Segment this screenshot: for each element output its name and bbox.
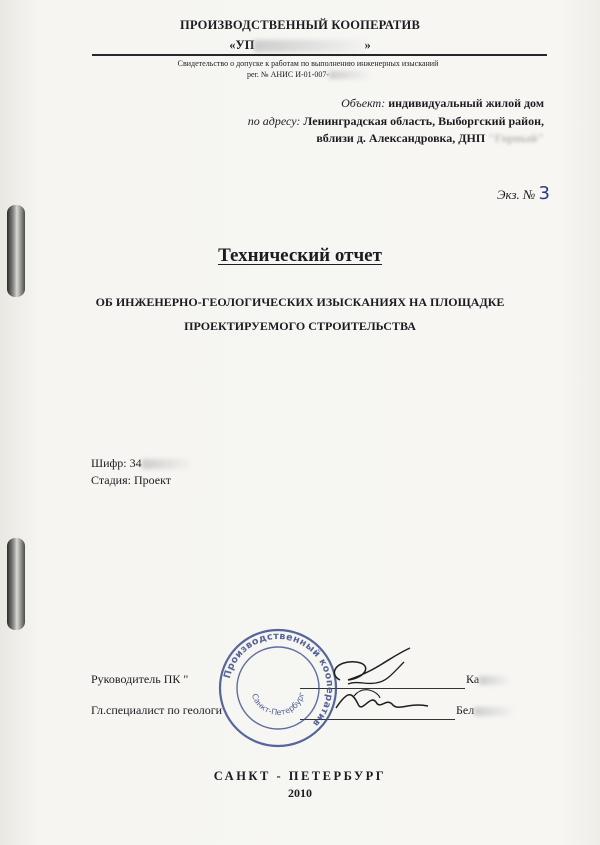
report-subtitle: ОБ ИНЖЕНЕРНО-ГЕОЛОГИЧЕСКИХ ИЗЫСКАНИЯХ НА ПЛОЩАДКЕ ПРОЕКТИРУЕМОГО СТРОИТЕЛЬСТВА bbox=[95, 295, 505, 333]
stage: Стадия: Проект bbox=[91, 473, 171, 487]
report-title: Технический отчет bbox=[218, 245, 382, 266]
license-registration: рег. № АНИС И-01-007- bbox=[128, 69, 488, 80]
stamp-outer-text: Производственный кооператив bbox=[221, 630, 336, 729]
object-name: индивидуальный жилой дом bbox=[388, 96, 544, 110]
signature-head-label: Руководитель ПК " bbox=[91, 672, 189, 686]
handwritten-signature-icon bbox=[318, 640, 438, 725]
address-label: по адресу: bbox=[247, 113, 301, 128]
project-meta bbox=[91, 455, 190, 489]
copy-handwritten-number: 3 bbox=[538, 183, 550, 204]
signature-head-name: Ка bbox=[466, 672, 509, 687]
copy-number bbox=[497, 183, 550, 204]
organization-title: ПРОИЗВОДСТВЕННЫЙ КООПЕРАТИВ bbox=[180, 18, 420, 32]
address-line: Ленинградская область, Выборгский район, bbox=[303, 113, 544, 128]
copy-label: Экз. № bbox=[497, 187, 536, 202]
object-label: Объект: bbox=[341, 96, 386, 110]
address-line: вблизи д. Александровка, ДНП bbox=[316, 131, 486, 145]
footer-city: САНКТ - ПЕТЕРБУРГ bbox=[213, 769, 387, 783]
signature-geologist-label: Гл.специалист по геологи bbox=[91, 703, 223, 717]
header-rule bbox=[92, 54, 547, 56]
svg-text:Санкт-Петербург bbox=[250, 691, 307, 717]
cipher: Шифр: 34 bbox=[91, 455, 190, 472]
stamp-inner-text: Санкт-Петербург bbox=[249, 691, 307, 718]
signature-geologist-name: Бел bbox=[456, 703, 512, 718]
license-info bbox=[128, 58, 488, 80]
binder-clip-bottom bbox=[7, 538, 25, 630]
object-block bbox=[248, 95, 544, 148]
license-line: Свидетельство о допуске к работам по выполнению инженерных изысканий bbox=[177, 59, 439, 68]
address-faded: "Горный" bbox=[488, 131, 544, 145]
organization-name: «УП » bbox=[229, 38, 371, 52]
footer-year: 2010 bbox=[288, 786, 312, 800]
